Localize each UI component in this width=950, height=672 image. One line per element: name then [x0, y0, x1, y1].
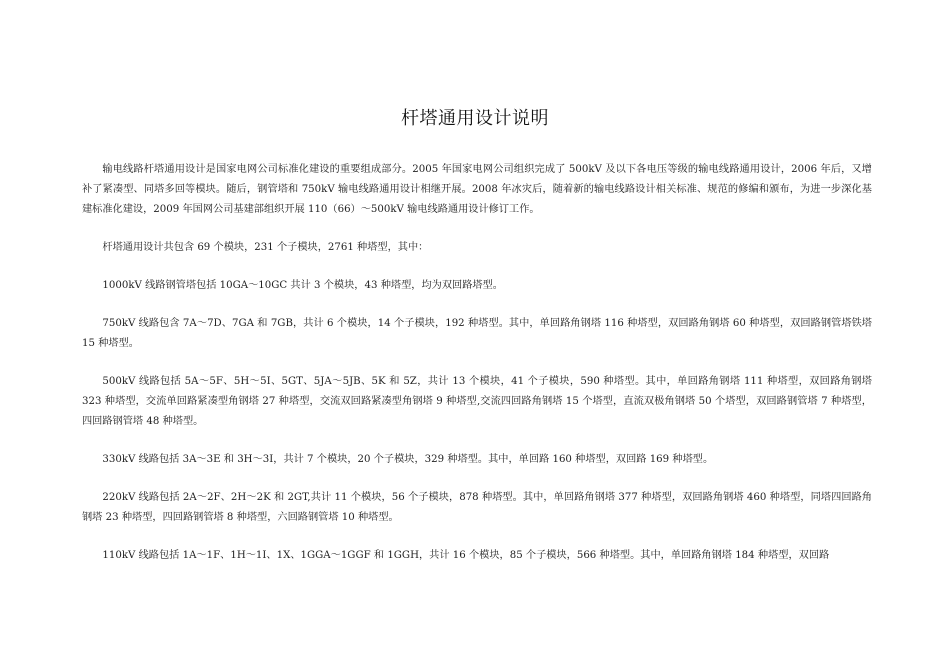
paragraph-summary: 杆塔通用设计共包含 69 个模块，231 个子模块，2761 种塔型，其中：: [102, 242, 429, 253]
paragraph-750kv: 750kV 线路包含 7A～7D、7GA 和 7GB，共计 6 个模块，14 个子模块，192 种塔型。其中，单回路角钢塔 116 种塔型，双回路角钢塔 60 种塔型，双回路钢管塔铁塔 15 种塔型。: [82, 318, 872, 349]
paragraph-1000kv: 1000kV 线路钢管塔包括 10GA～10GC 共计 3 个模块，43 种塔型，均为双回路塔型。: [102, 280, 503, 291]
paragraph-110kv: 110kV 线路包括 1A～1F、1H～1I、1X、1GGA～1GGF 和 1GGH，共计 16 个模块，85 个子模块，566 种塔型。其中，单回路角钢塔 184 种塔型，双回路: [102, 550, 830, 561]
paragraph-220kv: 220kV 线路包括 2A～2F、2H～2K 和 2GT,共计 11 个模块，56 个子模块，878 种塔型。其中，单回路角钢塔 377 种塔型，双回路角钢塔 460 种塔型，同塔四回路角钢塔 23 种塔型，四回路钢管塔 8 种塔型，六回路钢管塔 10 种塔型。: [82, 492, 872, 523]
document-body: [82, 160, 872, 584]
paragraph-330kv: 330kV 线路包括 3A～3E 和 3H～3I，共计 7 个模块，20 个子模块，329 种塔型。其中，单回路 160 种塔型，双回路 169 种塔型。: [102, 454, 714, 465]
paragraph-intro: 输电线路杆塔通用设计是国家电网公司标准化建设的重要组成部分。2005 年国家电网公司组织完成了 500kV 及以下各电压等级的输电线路通用设计，2006 年后，又增补了紧凑型、同塔多回等模块。随后，钢管塔和 750kV 输电线路通用设计相继开展。2008 年冰灾后，随着新的输电线路设计相关标准、规范的修编和颁布，为进一步深化基建标准化建设，2009 年国网公司基建部组织开展 110（66）～500kV 输电线路通用设计修订工作。: [82, 164, 872, 215]
document-title: 杆塔通用设计说明: [401, 108, 549, 129]
paragraph-500kv: 500kV 线路包括 5A～5F、5H～5I、5GT、5JA～5JB、5K 和 5Z，共计 13 个模块，41 个子模块，590 种塔型。其中，单回路角钢塔 111 种塔型，双回路角钢塔 323 种塔型，交流单回路紧凑型角钢塔 27 种塔型，交流双回路紧凑型角钢塔 9 种塔型,交流四回路角钢塔 15 个塔型，直流双极角钢塔 50 个塔型，双回路钢管塔 7 种塔型，四回路钢管塔 48 种塔型。: [82, 376, 872, 427]
